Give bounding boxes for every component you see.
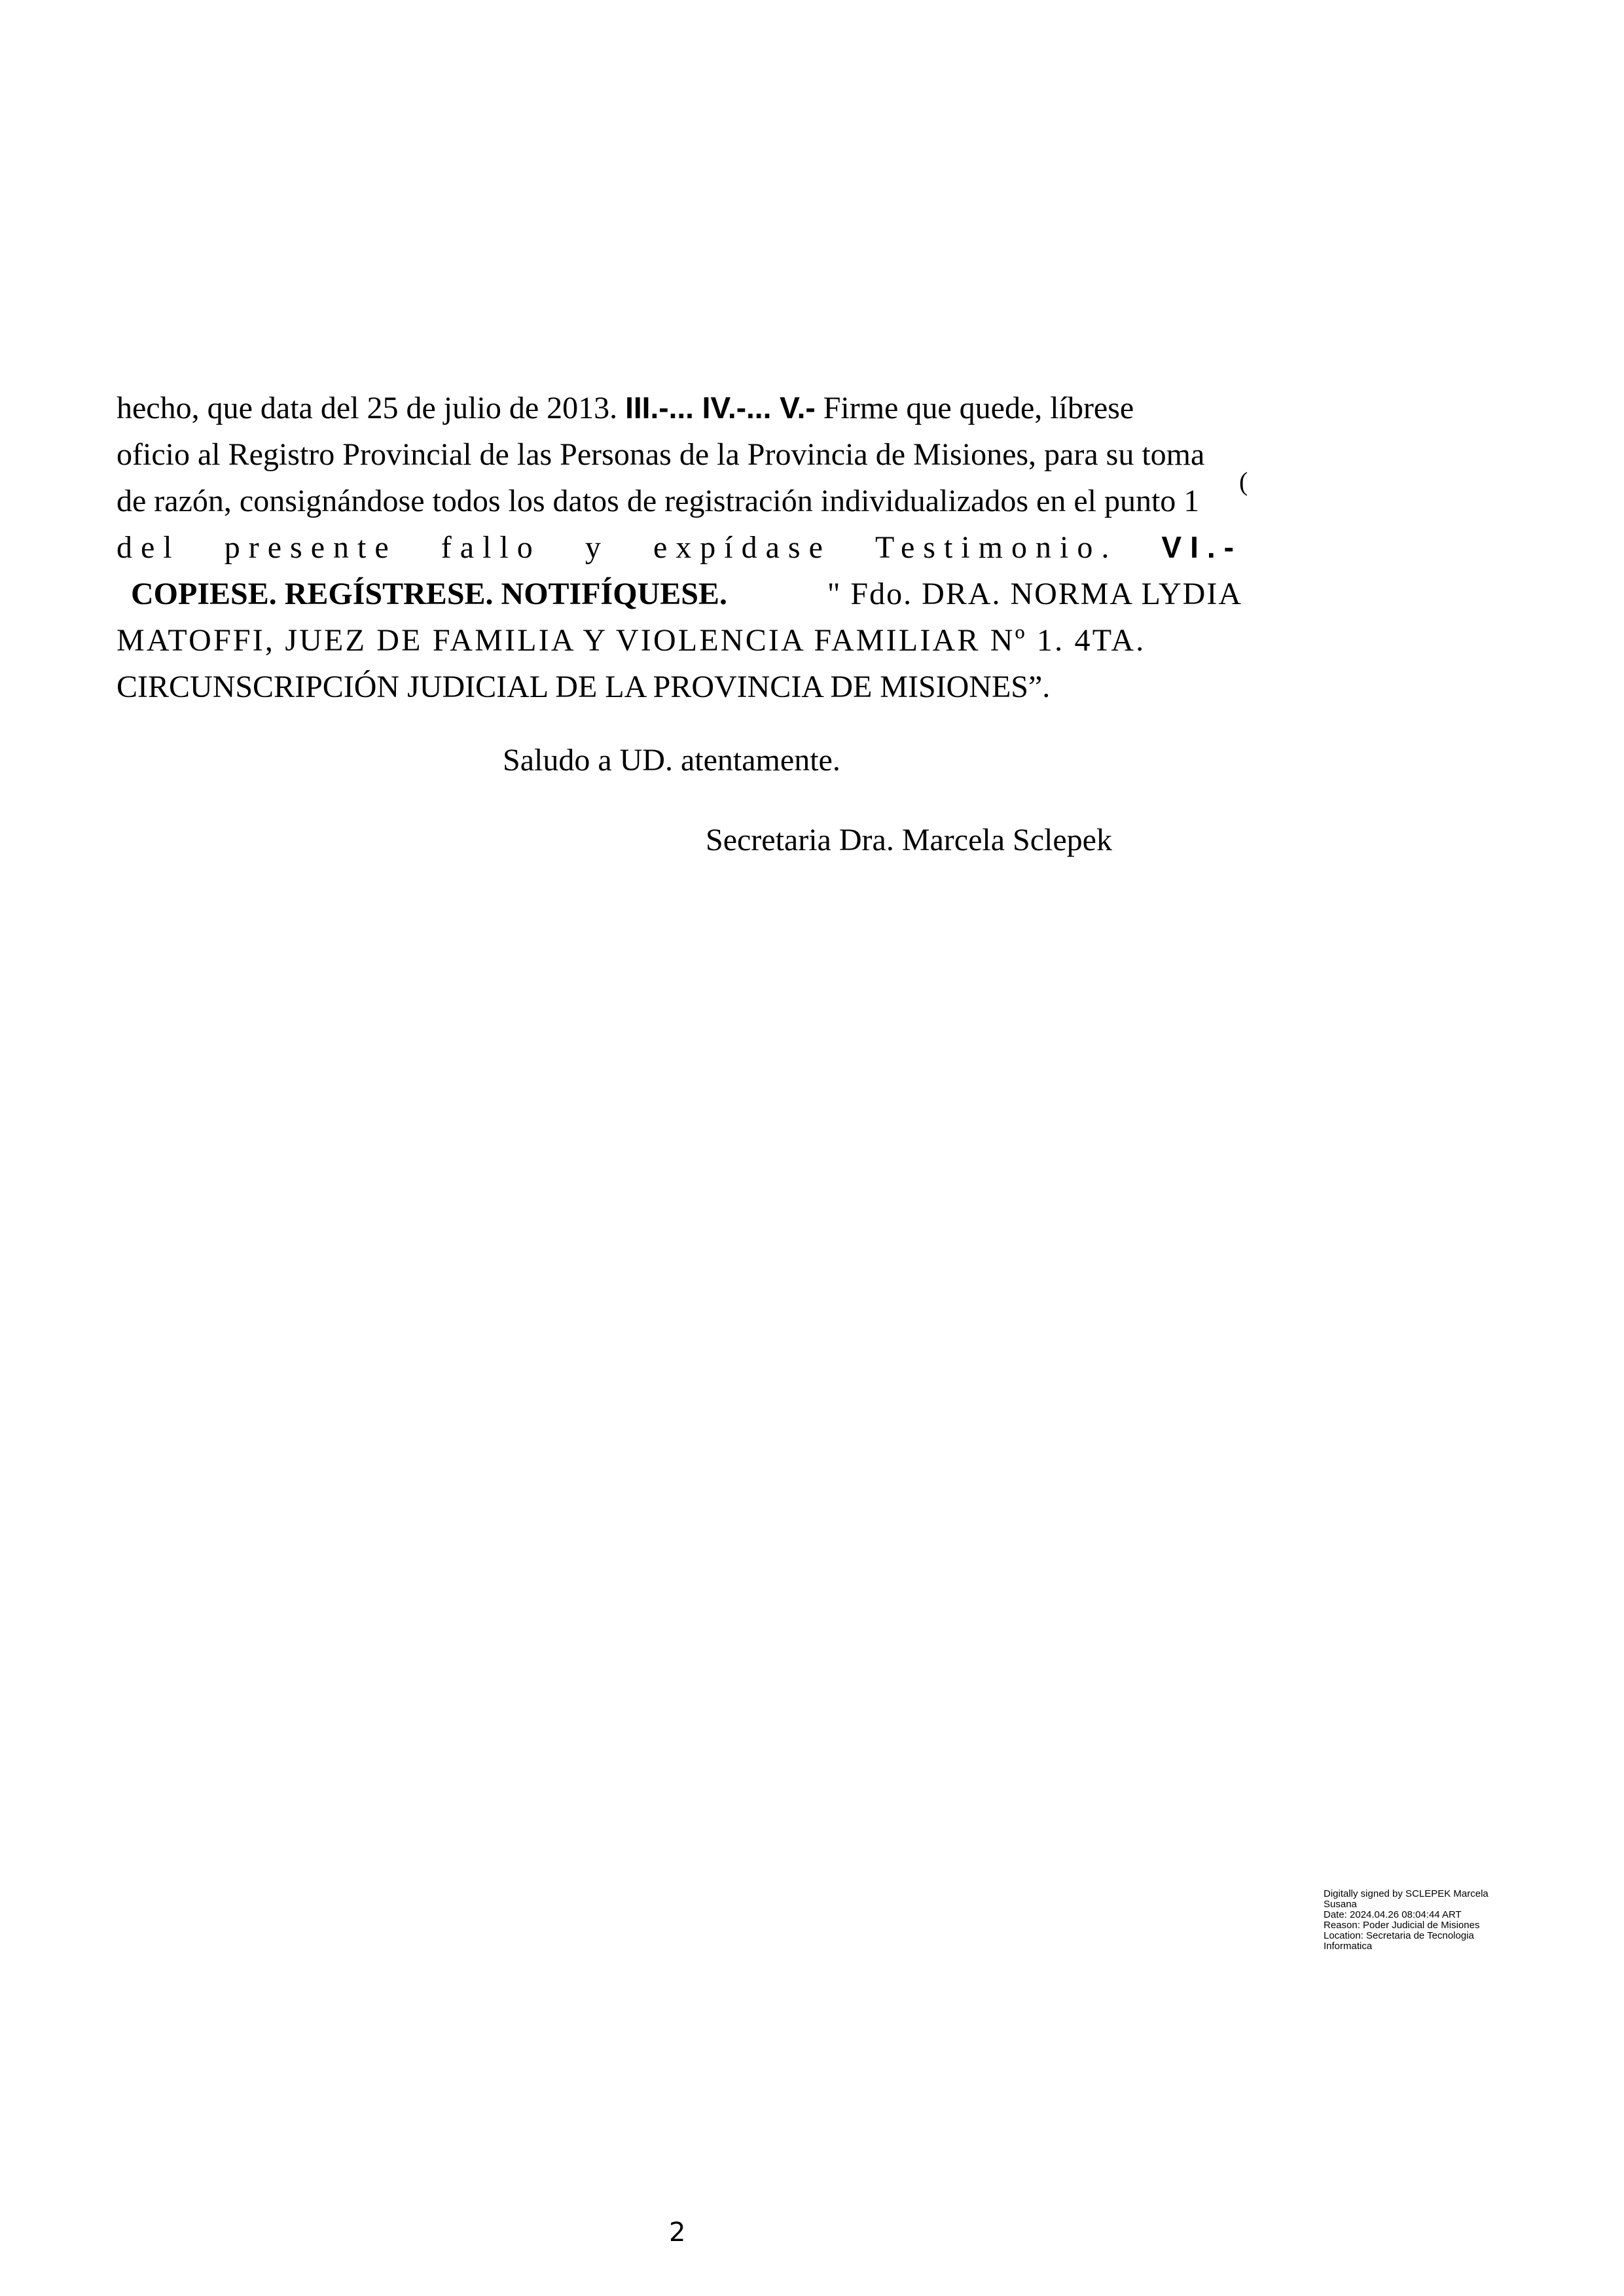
closing-salutation: Saludo a UD. atentamente. <box>503 743 840 778</box>
signature-line: Location: Secretaria de Tecnologia <box>1324 1930 1474 1941</box>
word: Testimonio. <box>875 530 1118 565</box>
text-run: Firme que quede, líbrese <box>815 391 1134 425</box>
signature-line: Informatica <box>1324 1941 1373 1952</box>
paragraph-line-2: oficio al Registro Provincial de las Personas de la Provincia de Misiones, para su toma <box>117 437 1205 472</box>
text-run: hecho, que data del 25 de julio de 2013. <box>117 391 626 425</box>
word: y <box>585 530 609 565</box>
paragraph-line-1 <box>117 385 1242 431</box>
paren-mark: ( <box>1239 467 1248 496</box>
digital-signature-block <box>1324 1889 1520 1952</box>
paragraph-line-6: MATOFFI, JUEZ DE FAMILIA Y VIOLENCIA FAMILIAR Nº 1. 4TA. <box>117 623 1146 658</box>
page-number: 2 <box>669 2217 686 2248</box>
signature-line: Susana <box>1324 1899 1357 1910</box>
word: expídase <box>653 530 831 565</box>
bold-order-text: COPIESE. REGÍSTRESE. NOTIFÍQUESE. <box>131 577 727 611</box>
signature-line: Date: 2024.04.26 08:04:44 ART <box>1324 1909 1462 1920</box>
word: del <box>117 530 181 565</box>
bold-section-numbers: III.-... IV.-... V.- <box>625 391 816 425</box>
word: presente <box>224 530 397 565</box>
paragraph-line-4 <box>117 524 1242 571</box>
signature-reference: " Fdo. DRA. NORMA LYDIA <box>827 577 1242 611</box>
signature-line: Reason: Poder Judicial de Misiones <box>1324 1920 1480 1931</box>
word: fallo <box>441 530 541 565</box>
signature-line: Digitally signed by SCLEPEK Marcela <box>1324 1888 1489 1899</box>
resolution-paragraph <box>117 385 1242 710</box>
paragraph-line-7: CIRCUNSCRIPCIÓN JUDICIAL DE LA PROVINCIA DE MISIONES”. <box>117 670 1051 704</box>
paragraph-line-3: de razón, consignándose todos los datos de registración individualizados en el punto 1 <box>117 484 1200 518</box>
signer-name: Secretaria Dra. Marcela Sclepek <box>706 823 1112 857</box>
paragraph-line-5 <box>117 571 1242 617</box>
bold-section-number: VI.- <box>1161 530 1242 564</box>
